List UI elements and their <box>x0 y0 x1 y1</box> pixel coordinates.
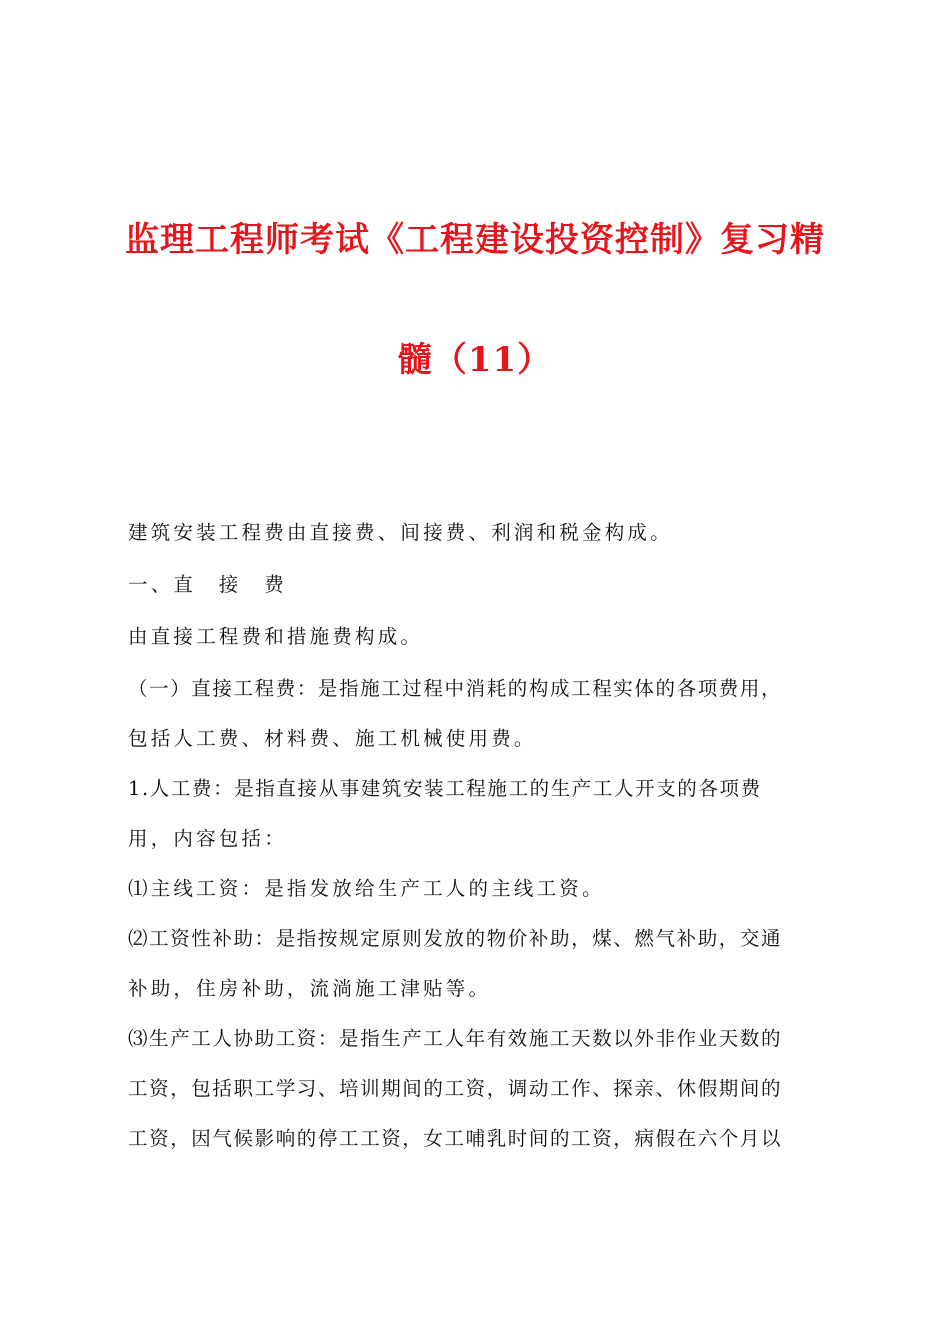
body-line-5: 包括人工费、材料费、施工机械使用费。 <box>128 727 537 750</box>
body-line-9: ⑵工资性补助：是指按规定原则发放的物价补助，煤、燃气补助，交通 <box>128 927 783 950</box>
body-line-8: ⑴主线工资：是指发放给生产工人的主线工资。 <box>128 877 605 900</box>
section-heading-direct-cost: 一、直 接 费 <box>128 573 287 596</box>
document-title-line-2: 髓（11） <box>397 340 553 380</box>
body-line-12: 工资，包括职工学习、培训期间的工资，调动工作、探亲、休假期间的 <box>128 1077 783 1100</box>
document-title-line-1: 监理工程师考试《工程建设投资控制》复习精 <box>125 220 825 260</box>
body-line-3: 由直接工程费和措施费构成。 <box>128 625 424 648</box>
body-line-6: 1.人工费：是指直接从事建筑安装工程施工的生产工人开支的各项费 <box>128 777 762 800</box>
body-line-13: 工资，因气候影响的停工工资，女工哺乳时间的工资，病假在六个月以 <box>128 1127 783 1150</box>
body-line-10: 补助，住房补助，流淌施工津贴等。 <box>128 977 492 1000</box>
body-line-4: （一）直接工程费：是指施工过程中消耗的构成工程实体的各项费用， <box>128 677 783 700</box>
body-line-11: ⑶生产工人协助工资：是指生产工人年有效施工天数以外非作业天数的 <box>128 1027 783 1050</box>
body-line-1: 建筑安装工程费由直接费、间接费、利润和税金构成。 <box>128 521 673 544</box>
body-line-7: 用，内容包括： <box>128 827 287 850</box>
